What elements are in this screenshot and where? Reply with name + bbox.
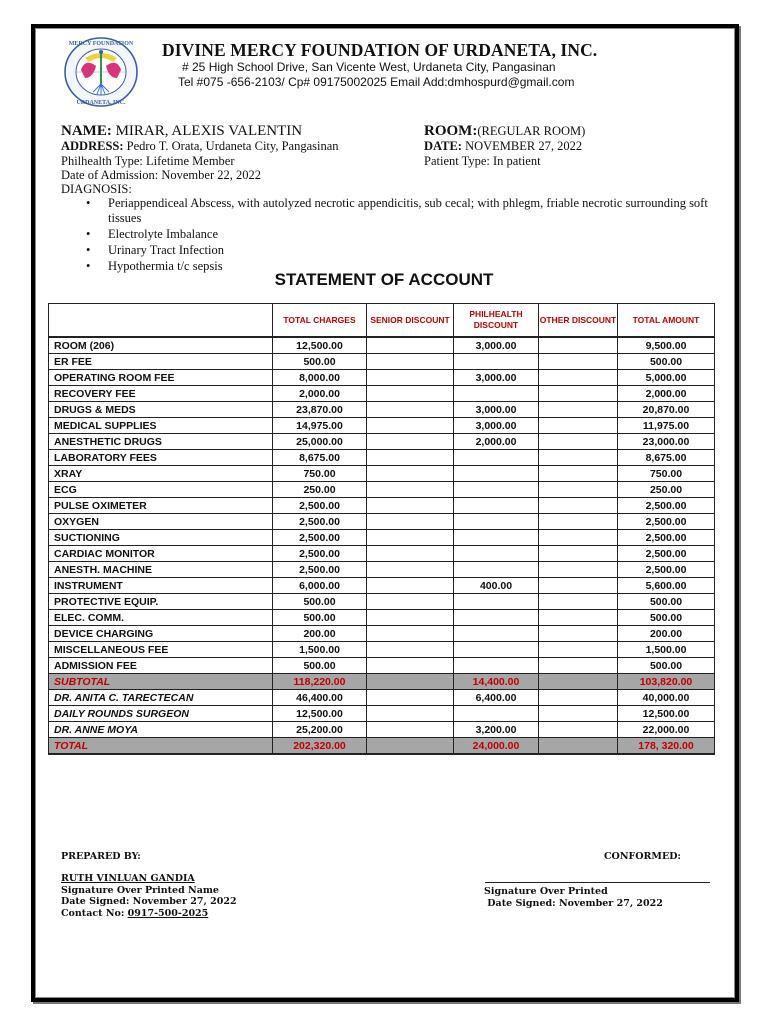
row-label: OPERATING ROOM FEE	[49, 370, 273, 386]
professional-fee-row	[49, 690, 715, 706]
cell-value: 178, 320.00	[618, 738, 715, 755]
cell-value	[367, 514, 454, 530]
cell-value	[367, 594, 454, 610]
professional-fee-row	[49, 706, 715, 722]
diagnosis-text: Electrolyte Imbalance	[108, 226, 219, 241]
table-row	[49, 386, 715, 402]
table-row	[49, 562, 715, 578]
admission-date: Date of Admission: November 22, 2022	[61, 168, 261, 182]
cell-value	[367, 498, 454, 514]
cell-value	[539, 706, 618, 722]
patient-address-line	[61, 139, 339, 154]
cell-value	[539, 370, 618, 386]
row-label: CARDIAC MONITOR	[49, 546, 273, 562]
cell-value: 3,000.00	[454, 402, 539, 418]
cell-value	[539, 546, 618, 562]
diagnosis-item	[78, 243, 718, 258]
logo-emblem-icon	[63, 36, 139, 108]
cell-value: 500.00	[618, 610, 715, 626]
cell-value: 400.00	[454, 578, 539, 594]
row-label: DAILY ROUNDS SURGEON	[49, 706, 273, 722]
statement-title: STATEMENT OF ACCOUNT	[274, 270, 494, 289]
cell-value	[539, 418, 618, 434]
table-body	[49, 337, 715, 754]
diagnosis-text: Hypothermia t/c sepsis	[108, 258, 223, 273]
cell-value: 103,820.00	[618, 674, 715, 690]
cell-value: 2,500.00	[618, 514, 715, 530]
conformer-caption: Signature Over Printed	[484, 886, 608, 897]
cell-value	[367, 402, 454, 418]
column-header-total-charges: TOTAL CHARGES	[273, 304, 367, 338]
column-header-philhealth-discount: PHILHEALTH DISCOUNT	[454, 304, 539, 338]
preparer-block	[61, 873, 237, 919]
cell-value: 22,000.00	[618, 722, 715, 738]
cell-value	[367, 482, 454, 498]
statement-table	[48, 303, 715, 755]
row-label: PULSE OXIMETER	[49, 498, 273, 514]
cell-value: 6,000.00	[273, 578, 367, 594]
cell-value: 202,320.00	[273, 738, 367, 755]
table-row	[49, 546, 715, 562]
conformer-block	[484, 886, 663, 909]
cell-value: 2,000.00	[273, 386, 367, 402]
svg-text:URDANETA, INC.: URDANETA, INC.	[76, 100, 126, 106]
foundation-logo	[63, 36, 139, 108]
cell-value	[454, 354, 539, 370]
row-label: MISCELLANEOUS FEE	[49, 642, 273, 658]
cell-value: 500.00	[618, 658, 715, 674]
cell-value	[367, 354, 454, 370]
row-label: ELEC. COMM.	[49, 610, 273, 626]
cell-value: 12,500.00	[618, 706, 715, 722]
cell-value	[454, 386, 539, 402]
cell-value: 5,600.00	[618, 578, 715, 594]
cell-value	[539, 674, 618, 690]
cell-value: 25,000.00	[273, 434, 367, 450]
row-label: DEVICE CHARGING	[49, 626, 273, 642]
row-label: ROOM (206)	[49, 337, 273, 354]
cell-value: 3,200.00	[454, 722, 539, 738]
philhealth-type: Philhealth Type: Lifetime Member	[61, 154, 235, 168]
table-row	[49, 594, 715, 610]
date-line	[424, 139, 582, 154]
row-label: TOTAL	[49, 738, 273, 755]
cell-value: 2,000.00	[454, 434, 539, 450]
table-row	[49, 642, 715, 658]
date-label: DATE:	[424, 139, 462, 153]
cell-value	[454, 482, 539, 498]
cell-value	[367, 546, 454, 562]
cell-value	[539, 722, 618, 738]
cell-value	[454, 626, 539, 642]
row-label: DR. ANNE MOYA	[49, 722, 273, 738]
column-header-other-discount: OTHER DISCOUNT	[539, 304, 618, 338]
cell-value: 2,500.00	[618, 546, 715, 562]
cell-value: 3,000.00	[454, 370, 539, 386]
cell-value: 3,000.00	[454, 337, 539, 354]
address-label: ADDRESS:	[61, 139, 124, 153]
table-row	[49, 402, 715, 418]
cell-value: 25,200.00	[273, 722, 367, 738]
cell-value	[539, 354, 618, 370]
cell-value: 2,500.00	[273, 514, 367, 530]
cell-value	[367, 370, 454, 386]
row-label: SUCTIONING	[49, 530, 273, 546]
cell-value	[454, 466, 539, 482]
table-row	[49, 354, 715, 370]
cell-value: 500.00	[273, 354, 367, 370]
cell-value	[539, 690, 618, 706]
cell-value: 2,500.00	[273, 562, 367, 578]
cell-value	[454, 546, 539, 562]
row-label: ECG	[49, 482, 273, 498]
cell-value	[539, 402, 618, 418]
row-label: INSTRUMENT	[49, 578, 273, 594]
table-row	[49, 434, 715, 450]
row-label: DR. ANITA C. TARECTECAN	[49, 690, 273, 706]
cell-value	[454, 610, 539, 626]
table-row	[49, 418, 715, 434]
cell-value	[454, 530, 539, 546]
patient-address: Pedro T. Orata, Urdaneta City, Pangasinan	[126, 139, 339, 153]
cell-value	[367, 626, 454, 642]
cell-value	[367, 706, 454, 722]
cell-value: 1,500.00	[273, 642, 367, 658]
preparer-contact	[61, 908, 237, 920]
cell-value	[367, 658, 454, 674]
cell-value	[539, 578, 618, 594]
cell-value: 250.00	[273, 482, 367, 498]
room-line	[424, 123, 585, 140]
room-value: (REGULAR ROOM)	[477, 124, 586, 138]
svg-text:MERCY FOUNDATION: MERCY FOUNDATION	[68, 41, 134, 47]
diagnosis-item	[78, 196, 718, 225]
cell-value	[539, 594, 618, 610]
cell-value	[454, 642, 539, 658]
cell-value: 14,975.00	[273, 418, 367, 434]
table-row	[49, 578, 715, 594]
prepared-by-label: PREPARED BY:	[61, 851, 141, 862]
row-label: SUBTOTAL	[49, 674, 273, 690]
cell-value: 23,000.00	[618, 434, 715, 450]
table-row	[49, 610, 715, 626]
cell-value	[539, 482, 618, 498]
table-row	[49, 450, 715, 466]
patient-type: Patient Type: In patient	[424, 154, 541, 168]
cell-value	[367, 434, 454, 450]
cell-value: 8,000.00	[273, 370, 367, 386]
table-row	[49, 337, 715, 354]
cell-value	[539, 498, 618, 514]
row-label: PROTECTIVE EQUIP.	[49, 594, 273, 610]
cell-value	[367, 450, 454, 466]
total-row	[49, 738, 715, 755]
contact-number: 0917-500-2025	[127, 907, 209, 919]
cell-value	[454, 450, 539, 466]
table-row	[49, 498, 715, 514]
cell-value	[454, 658, 539, 674]
row-label: RECOVERY FEE	[49, 386, 273, 402]
cell-value: 500.00	[618, 594, 715, 610]
cell-value: 8,675.00	[618, 450, 715, 466]
cell-value	[367, 690, 454, 706]
cell-value: 11,975.00	[618, 418, 715, 434]
cell-value: 3,000.00	[454, 418, 539, 434]
cell-value	[454, 594, 539, 610]
cell-value: 500.00	[273, 610, 367, 626]
cell-value	[539, 562, 618, 578]
cell-value	[454, 498, 539, 514]
cell-value	[539, 386, 618, 402]
row-label: ADMISSION FEE	[49, 658, 273, 674]
table-row	[49, 482, 715, 498]
bullet-icon: •	[86, 196, 91, 210]
row-label: ER FEE	[49, 354, 273, 370]
column-header-senior-discount: SENIOR DISCOUNT	[367, 304, 454, 338]
cell-value: 2,000.00	[618, 386, 715, 402]
cell-value	[539, 642, 618, 658]
cell-value: 2,500.00	[618, 562, 715, 578]
table-row	[49, 626, 715, 642]
cell-value: 500.00	[618, 354, 715, 370]
cell-value	[539, 738, 618, 755]
cell-value: 12,500.00	[273, 337, 367, 354]
conformer-date: Date Signed: November 27, 2022	[484, 897, 663, 909]
patient-name: MIRAR, ALEXIS VALENTIN	[115, 123, 303, 139]
cell-value: 118,220.00	[273, 674, 367, 690]
diagnosis-label: DIAGNOSIS:	[61, 182, 132, 196]
bullet-icon: •	[86, 258, 91, 273]
diagnosis-list	[78, 196, 718, 275]
cell-value	[539, 514, 618, 530]
bullet-icon: •	[86, 226, 91, 241]
cell-value: 1,500.00	[618, 642, 715, 658]
table-row	[49, 466, 715, 482]
cell-value	[367, 337, 454, 354]
cell-value: 500.00	[273, 594, 367, 610]
cell-value	[367, 418, 454, 434]
bullet-icon: •	[86, 242, 91, 257]
cell-value: 20,870.00	[618, 402, 715, 418]
row-label: XRAY	[49, 466, 273, 482]
contact-label: Contact No:	[61, 907, 128, 919]
table-row	[49, 514, 715, 530]
cell-value: 750.00	[618, 466, 715, 482]
cell-value: 9,500.00	[618, 337, 715, 354]
preparer-name: RUTH VINLUAN GANDIA	[61, 873, 195, 884]
cell-value: 2,500.00	[618, 498, 715, 514]
row-label: ANESTHETIC DRUGS	[49, 434, 273, 450]
cell-value	[539, 626, 618, 642]
cell-value	[367, 610, 454, 626]
cell-value: 2,500.00	[273, 530, 367, 546]
room-label: ROOM:	[424, 123, 478, 139]
cell-value: 250.00	[618, 482, 715, 498]
cell-value: 6,400.00	[454, 690, 539, 706]
organization-contact: Tel #075 -656-2103/ Cp# 09175002025 Email Add:dmhospurd@gmail.com	[178, 75, 575, 89]
table-row	[49, 658, 715, 674]
cell-value	[367, 466, 454, 482]
row-label: OXYGEN	[49, 514, 273, 530]
cell-value	[367, 530, 454, 546]
cell-value: 200.00	[618, 626, 715, 642]
column-header-total-amount: TOTAL AMOUNT	[618, 304, 715, 338]
cell-value	[539, 450, 618, 466]
professional-fee-row	[49, 722, 715, 738]
cell-value	[367, 578, 454, 594]
cell-value	[367, 722, 454, 738]
cell-value	[367, 674, 454, 690]
cell-value: 23,870.00	[273, 402, 367, 418]
row-label: MEDICAL SUPPLIES	[49, 418, 273, 434]
cell-value	[454, 706, 539, 722]
diagnosis-item	[78, 227, 718, 242]
row-label: ANESTH. MACHINE	[49, 562, 273, 578]
conformed-label: CONFORMED:	[604, 851, 681, 862]
diagnosis-text: Urinary Tract Infection	[108, 242, 224, 257]
conformer-signature-line	[485, 882, 710, 883]
organization-address: # 25 High School Drive, San Vicente West, Urdaneta City, Pangasinan	[182, 60, 556, 74]
table-header-row	[49, 304, 715, 338]
cell-value	[454, 562, 539, 578]
column-header	[49, 304, 273, 338]
date-value: NOVEMBER 27, 2022	[465, 139, 583, 153]
organization-name: DIVINE MERCY FOUNDATION OF URDANETA, INC.	[162, 40, 598, 60]
cell-value	[539, 337, 618, 354]
name-label: NAME:	[61, 123, 112, 139]
cell-value: 46,400.00	[273, 690, 367, 706]
row-label: DRUGS & MEDS	[49, 402, 273, 418]
cell-value	[367, 642, 454, 658]
cell-value: 200.00	[273, 626, 367, 642]
cell-value: 750.00	[273, 466, 367, 482]
preparer-caption: Signature Over Printed Name	[61, 884, 219, 896]
cell-value: 5,000.00	[618, 370, 715, 386]
cell-value: 8,675.00	[273, 450, 367, 466]
cell-value: 2,500.00	[273, 546, 367, 562]
cell-value: 40,000.00	[618, 690, 715, 706]
cell-value: 24,000.00	[454, 738, 539, 755]
cell-value: 2,500.00	[618, 530, 715, 546]
cell-value: 14,400.00	[454, 674, 539, 690]
cell-value: 12,500.00	[273, 706, 367, 722]
table-row	[49, 530, 715, 546]
cell-value	[539, 434, 618, 450]
cell-value	[539, 658, 618, 674]
patient-name-line	[61, 123, 302, 140]
row-label: LABORATORY FEES	[49, 450, 273, 466]
preparer-date: Date Signed: November 27, 2022	[61, 896, 237, 907]
cell-value: 2,500.00	[273, 498, 367, 514]
cell-value	[367, 738, 454, 755]
subtotal-row	[49, 674, 715, 690]
diagnosis-text: Periappendiceal Abscess, with autolyzed necrotic appendicitis, sub cecal; with phlegm, friable necrotic surrounding soft tissues	[108, 196, 708, 225]
cell-value	[539, 610, 618, 626]
cell-value	[367, 562, 454, 578]
cell-value	[539, 466, 618, 482]
cell-value	[539, 530, 618, 546]
cell-value: 500.00	[273, 658, 367, 674]
table-row	[49, 370, 715, 386]
cell-value	[367, 386, 454, 402]
cell-value	[454, 514, 539, 530]
